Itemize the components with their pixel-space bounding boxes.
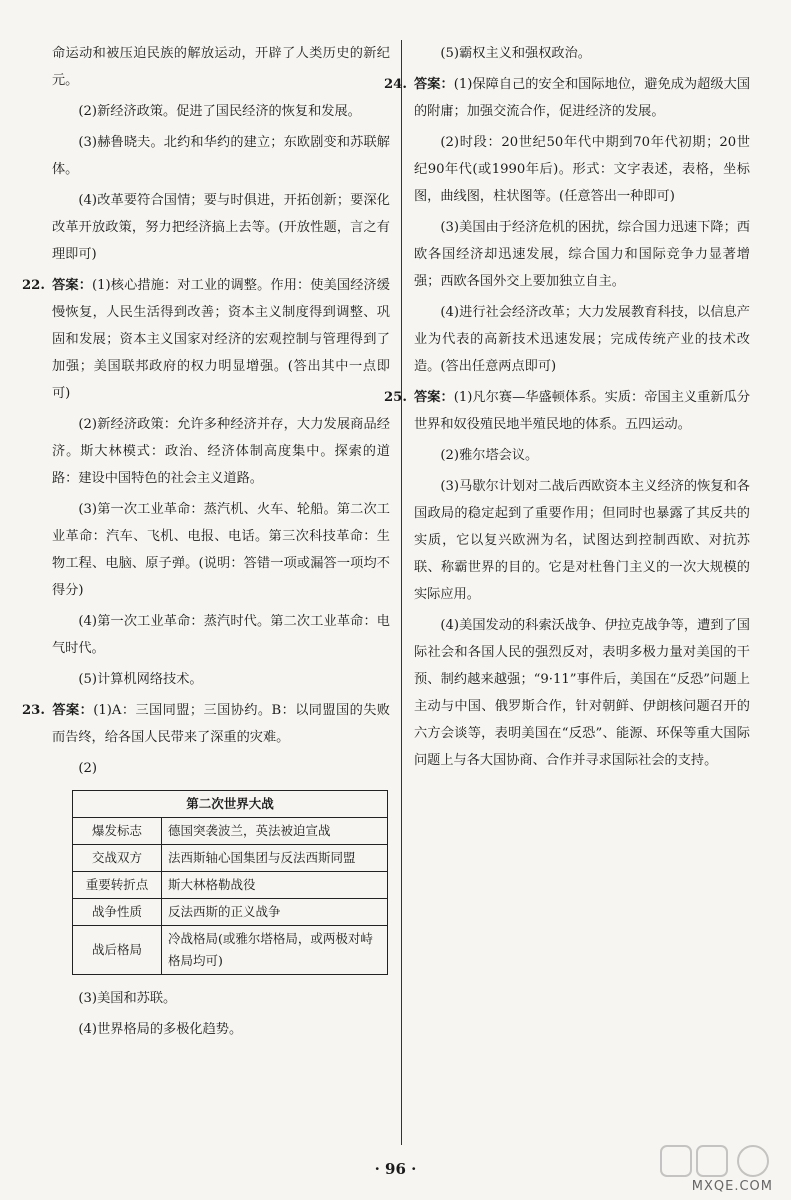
paragraph: (2)雅尔塔会议。	[440, 448, 539, 463]
question-23	[22, 697, 390, 751]
paragraph: (2)新经济政策。促进了国民经济的恢复和发展。	[78, 104, 361, 119]
paragraph: (4)进行社会经济改革；大力发展教育科技，以信息产业为代表的高新技术迅速发展；完成传统产业的技术改造。(答出任意两点即可)	[414, 305, 750, 374]
question-number: 22.	[22, 278, 45, 293]
paragraph: (4)美国发动的科索沃战争、伊拉克战争等，遭到了国际社会和各国人民的强烈反对，表明多极力量对美国的干预、制约越来越强；“9·11”事件后，美国在“反恐”问题上主动与中国、俄罗斯合作，针对朝鲜、伊朗核问题召开的六方会谈等，表明美国在“反恐”、能源、环保等重大国际问题上与各大国协商、合作并寻求国际社会的支持。	[414, 618, 750, 768]
paragraph: (4)世界格局的多极化趋势。	[78, 1022, 243, 1037]
paragraph: (2)新经济政策：允许多种经济并存，大力发展商品经济。斯大林模式：政治、经济体制高度集中。探索的道路：建设中国特色的社会主义道路。	[52, 417, 390, 486]
table-key: 交战双方	[73, 845, 162, 872]
answer-text: (1)A：三国同盟；三国协约。B：以同盟国的失败而告终，给各国人民带来了深重的灾难。	[52, 703, 390, 745]
page-number: · 96 ·	[374, 1160, 417, 1178]
question-24	[384, 71, 751, 125]
paragraph: (3)美国由于经济危机的困扰，综合国力迅速下降；西欧各国经济却迅速发展，综合国力和国际竞争力显著增强；西欧各国外交上要加独立自主。	[414, 220, 750, 289]
table-row	[73, 872, 388, 899]
answer-label: 答案：	[52, 703, 94, 718]
table-key: 战争性质	[73, 899, 162, 926]
question-number: 25.	[384, 390, 407, 405]
right-column	[384, 40, 751, 774]
left-column	[22, 40, 390, 1043]
answer-label: 答案：	[414, 390, 454, 405]
paragraph: (4)第一次工业革命：蒸汽时代。第二次工业革命：电气时代。	[52, 614, 390, 656]
column-divider	[401, 40, 402, 1145]
table-value: 德国突袭波兰，英法被迫宣战	[162, 818, 388, 845]
answer-label: 答案：	[414, 77, 454, 92]
table-value: 法西斯轴心国集团与反法西斯同盟	[162, 845, 388, 872]
paragraph: (3)马歇尔计划对二战后西欧资本主义经济的恢复和各国政局的稳定起到了重要作用；但同时也暴露了其反共的实质，它以复兴欧洲为名，试图达到控制西欧、对抗苏联、称霸世界的目的。它是对杜鲁门主义的一次大规模的实际应用。	[414, 479, 750, 602]
answer-text: (1)凡尔赛—华盛顿体系。实质：帝国主义重新瓜分世界和奴役殖民地半殖民地的体系。五四运动。	[414, 390, 751, 432]
paragraph: (2)时段：20世纪50年代中期到70年代初期；20世纪90年代(或1990年后)。形式：文字表述，表格，坐标图，曲线图，柱状图等。(任意答出一种即可)	[414, 135, 750, 204]
table-row	[73, 899, 388, 926]
paragraph: (3)赫鲁晓夫。北约和华约的建立；东欧剧变和苏联解体。	[52, 135, 390, 177]
answer-text: (1)核心措施：对工业的调整。作用：使美国经济缓慢恢复，人民生活得到改善；资本主义制度得到调整、巩固和发展；资本主义国家对经济的宏观控制与管理得到了加强；美国联邦政府的权力明显增强。(答出其中一点即可)	[52, 278, 390, 401]
question-25	[384, 384, 751, 438]
table-value: 冷战格局(或雅尔塔格局，或两极对峙格局均可)	[162, 926, 388, 975]
question-22	[22, 272, 390, 407]
table-title: 第二次世界大战	[73, 791, 388, 818]
table-key: 重要转折点	[73, 872, 162, 899]
table-key: 战后格局	[73, 926, 162, 975]
table-row	[73, 818, 388, 845]
table-value: 反法西斯的正义战争	[162, 899, 388, 926]
paragraph: 命运动和被压迫民族的解放运动，开辟了人类历史的新纪元。	[52, 46, 390, 88]
table-row	[73, 926, 388, 975]
paragraph: (4)改革要符合国情；要与时俱进，开拓创新；要深化改革开放政策，努力把经济搞上去等。(开放性题，言之有理即可)	[52, 193, 390, 262]
table-key: 爆发标志	[73, 818, 162, 845]
table-value: 斯大林格勒战役	[162, 872, 388, 899]
answer-label: 答案：	[52, 278, 93, 293]
table-row	[73, 845, 388, 872]
paragraph: (5)霸权主义和强权政治。	[440, 46, 591, 61]
paragraph: (3)美国和苏联。	[78, 991, 177, 1006]
paragraph: (3)第一次工业革命：蒸汽机、火车、轮船。第二次工业革命：汽车、飞机、电报、电话。第三次科技革命：生物工程、电脑、原子弹。(说明：答错一项或漏答一项均不得分)	[52, 502, 390, 598]
question-number: 23.	[22, 703, 45, 718]
paragraph: (2)	[78, 761, 98, 776]
answer-text: (1)保障自己的安全和国际地位，避免成为超级大国的附庸；加强交流合作，促进经济的发展。	[414, 77, 751, 119]
paragraph: (5)计算机网络技术。	[78, 672, 203, 687]
question-number: 24.	[384, 77, 407, 92]
watermark-text: MXQE.COM	[691, 1179, 773, 1194]
ww2-table	[72, 790, 388, 975]
